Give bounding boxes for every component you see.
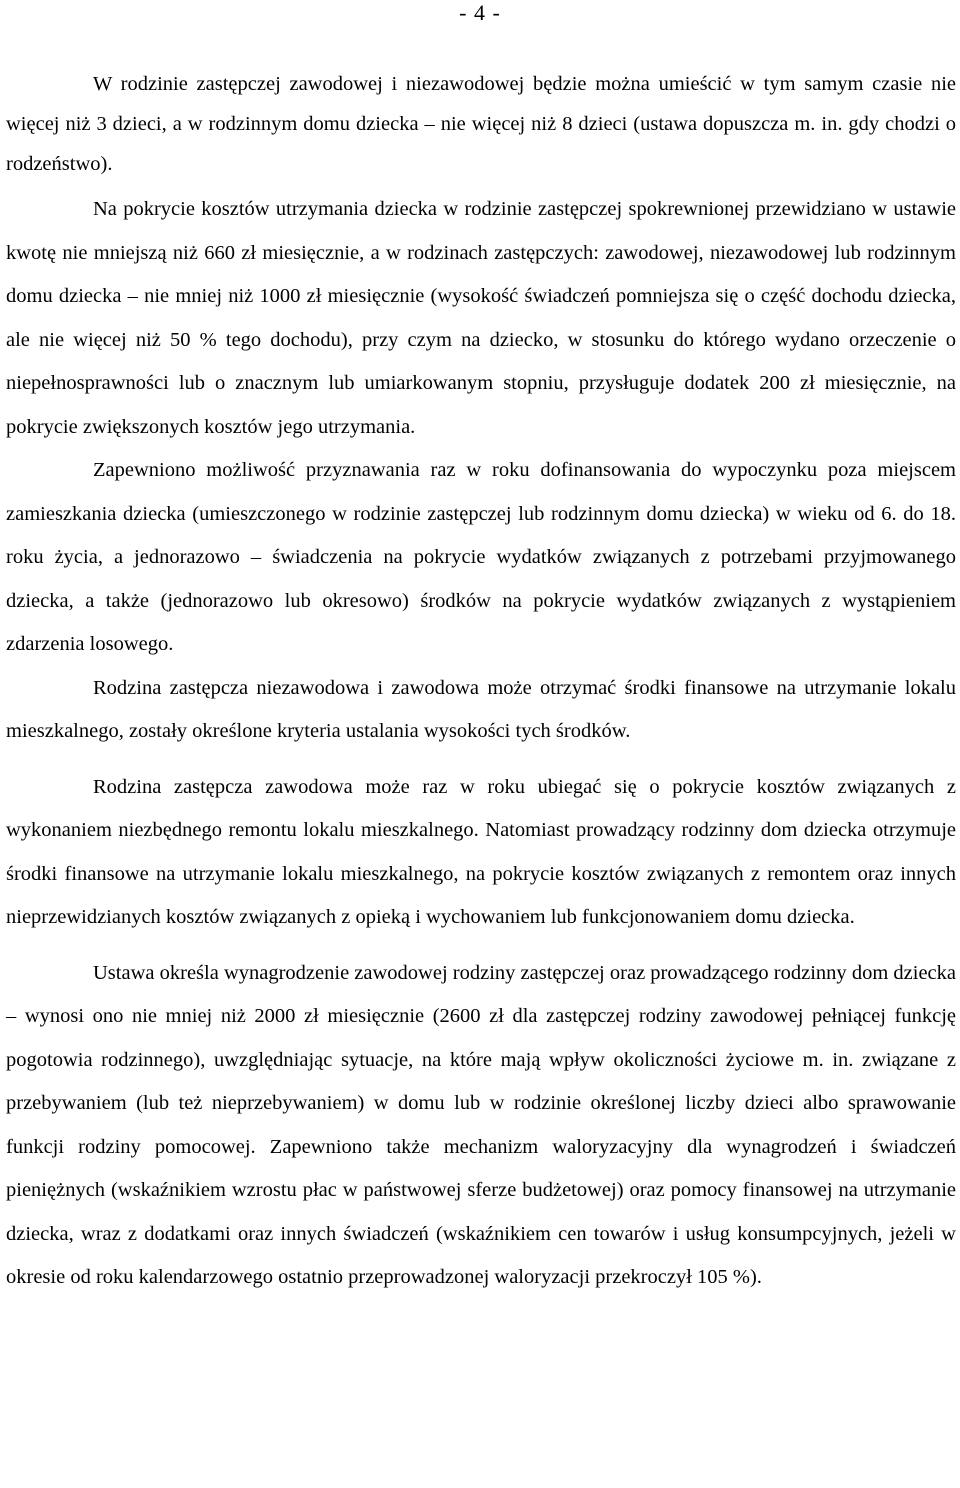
page-number: - 4 - [459, 0, 501, 25]
document-body [6, 64, 956, 1300]
paragraph-remuneration: Ustawa określa wynagrodzenie zawodowej rodziny zastępczej oraz prowadzącego rodzinny dom dziecka – wynosi ono nie mniej niż 2000 zł miesięcznie (2600 zł dla zastępczej rodziny zawodowej pełniącej funkcję pogotowia rodzinnego), uwzględniając sytuacje, na które mają wpływ okoliczności życiowe m. in. związane z przebywaniem (lub też nieprzebywaniem) w domu lub w rodzinie określonej liczby dzieci albo sprawowanie funkcji rodziny pomocowej. Zapewniono także mechanizm waloryzacyjny dla wynagrodzeń i świadczeń pieniężnych (wskaźnikiem wzrostu płac w państwowej sferze budżetowej) oraz pomocy finansowej na utrzymanie dziecka, wraz z dodatkami oraz innych świadczeń (wskaźnikiem cen towarów i usług konsumpcyjnych, jeżeli w okresie od roku kalendarzowego ostatnio przeprowadzonej waloryzacji przekroczył 105 %). [6, 961, 956, 1288]
paragraph-maintenance-costs: Na pokrycie kosztów utrzymania dziecka w rodzinie zastępczej spokrewnionej przewidziano w ustawie kwotę nie mniejszą niż 660 zł miesięcznie, a w rodzinach zastępczych: zawodowej, niezawodowej lub rodzinnym domu dziecka – nie mniej niż 1000 zł miesięcznie (wysokość świadczeń pomniejsza się o część dochodu dziecka, ale nie więcej niż 50 % tego dochodu), przy czym na dziecko, w stosunku do którego wydano orzeczenie o niepełnosprawności lub o znacznym lub umiarkowanym stopniu, przysługuje dodatek 200 zł miesięcznie, na pokrycie zwiększonych kosztów jego utrzymania. [6, 198, 956, 438]
paragraph-renovation-costs: Rodzina zastępcza zawodowa może raz w roku ubiegać się o pokrycie kosztów związanych z wykonaniem niezbędnego remontu lokalu mieszkalnego. Natomiast prowadzący rodzinny dom dziecka otrzymuje środki finansowe na utrzymanie lokalu mieszkalnego, na pokrycie kosztów związanych z remontem oraz innych nieprzewidzianych kosztów związanych z opieką i wychowaniem lub funkcjonowaniem domu dziecka. [6, 775, 956, 928]
paragraph-housing-funds: Rodzina zastępcza niezawodowa i zawodowa może otrzymać środki finansowe na utrzymanie lokalu mieszkalnego, zostały określone kryteria ustalania wysokości tych środków. [6, 676, 956, 742]
paragraph-holiday-funding: Zapewniono możliwość przyznawania raz w roku dofinansowania do wypoczynku poza miejscem zamieszkania dziecka (umieszczonego w rodzinie zastępczej lub rodzinnym domu dziecka) w wieku od 6. do 18. roku życia, a jednorazowo – świadczenia na pokrycie wydatków związanych z potrzebami przyjmowanego dziecka, a także (jednorazowo lub okresowo) środków na pokrycie wydatków związanych z wystąpieniem zdarzenia losowego. [6, 459, 956, 655]
paragraph-placement-limits: W rodzinie zastępczej zawodowej i niezawodowej będzie można umieścić w tym samym czasie nie więcej niż 3 dzieci, a w rodzinnym domu dziecka – nie więcej niż 8 dzieci (ustawa dopuszcza m. in. gdy chodzi o rodzeństwo). [6, 73, 956, 175]
